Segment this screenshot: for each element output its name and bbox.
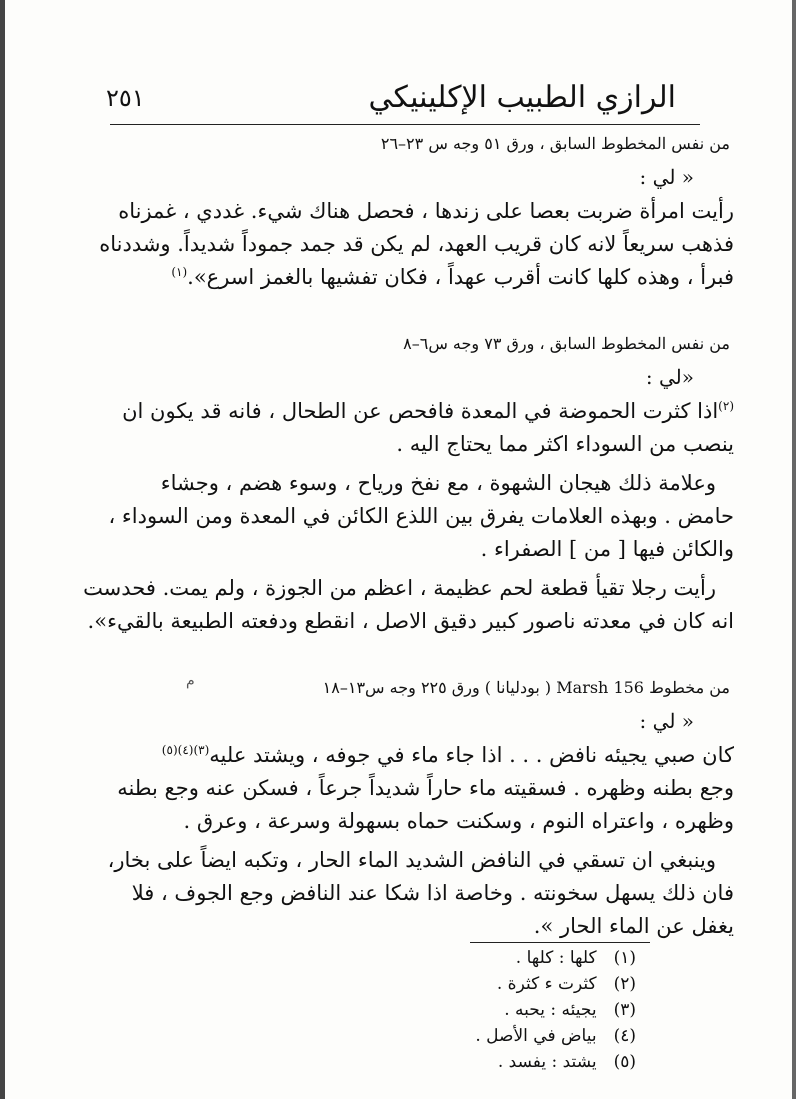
text-line: وجع بطنه وظهره . فسقيته ماء حاراً شديداً جرعاً ، فسكن عنه وجع بطنه (117, 776, 734, 800)
footnote-1 (396, 948, 636, 974)
text-line: رأيت رجلا تقيأ قطعة لحم عظيمة ، اعظم من الجوزة ، ولم يمت. فحدست (83, 576, 716, 600)
footnote-4 (396, 1026, 636, 1052)
footnote-number: (٣) (613, 1000, 636, 1020)
source-prefix: من مخطوط (649, 678, 730, 697)
paragraph-3-1 (64, 739, 734, 838)
footnote-number: (٥) (613, 1052, 636, 1072)
text-line (64, 395, 734, 428)
footnote-5 (396, 1052, 636, 1078)
speaker-label-1: « لي : (639, 165, 694, 189)
speaker-label-3: « لي : (639, 709, 694, 733)
footnote-2 (396, 974, 636, 1000)
footnote-marker: (١) (171, 265, 188, 279)
paragraph-2-3 (64, 572, 734, 638)
header-rule (110, 124, 700, 125)
paragraph-2-2 (64, 467, 734, 566)
source-citation-1: من نفس المخطوط السابق ، ورق ٥١ وجه س ٢٣–٢٦ (380, 134, 730, 153)
footnote-text: يجيئه : يحبه . (504, 1000, 597, 1020)
footnote-rule (470, 942, 650, 943)
footnote-number: (٢) (613, 974, 636, 994)
text-line-content: فبرأ ، وهذه كلها كانت أقرب عهداً ، فكان تفشيها بالغمز اسرع». (187, 265, 734, 289)
running-title: الرازي الطبيب الإكلينيكي (368, 80, 676, 115)
text-line: وعلامة ذلك هيجان الشهوة ، مع نفخ ورياح ، وسوء هضم ، وجشاء (160, 471, 716, 495)
text-line: وظهره ، واعتراه النوم ، وسكنت حماه بسهولة وسرعة ، وعرق . (183, 809, 734, 833)
text-line-content: كان صبي يجيئه نافض . . . اذا جاء ماء في جوفه ، ويشتد عليه (209, 743, 734, 767)
footnote-text: كثرت ء كثرة . (496, 974, 597, 994)
manuscript-shelfmark: Marsh 156 (556, 678, 644, 697)
footnote-marker: (٢) (718, 399, 734, 413)
footnote-number: (١) (613, 948, 636, 968)
text-line-content: اذا كثرت الحموضة في المعدة فافحص عن الطحال ، فانه قد يكون ان (122, 399, 719, 423)
page-header (100, 70, 706, 120)
source-citation-3 (64, 678, 734, 697)
source-citation-2: من نفس المخطوط السابق ، ورق ٧٣ وجه س٦–٨ (403, 334, 730, 353)
section-gap (64, 294, 734, 320)
footnote-number: (٤) (613, 1026, 636, 1046)
paragraph-3-2 (64, 844, 734, 943)
footnote-text: يشتد : يفسد . (497, 1052, 597, 1072)
speaker-label-2: «لي : (645, 365, 694, 389)
text-line: انه كان في معدته ناصور كبير دقيق الاصل ، انقطع ودفعته الطبيعة بالقيء». (87, 609, 734, 633)
paragraph-1-1 (64, 195, 734, 294)
footnote-3 (396, 1000, 636, 1026)
text-line: يغفل عن الماء الحار ». (533, 914, 734, 938)
text-line: فان ذلك يسهل سخونته . وخاصة اذا شكا عند النافض وجع الجوف ، فلا (131, 881, 734, 905)
footnote-marker: (٥) (161, 743, 178, 757)
text-line (64, 739, 734, 772)
margin-mark: م (186, 673, 195, 689)
page-number: ٢٥١ (106, 84, 145, 112)
text-line: والكائن فيها [ من ] الصفراء . (480, 537, 734, 561)
text-line: وينبغي ان تسقي في النافض الشديد الماء الحار ، وتكبه ايضاً على بخار، (107, 848, 716, 872)
footnote-text: كلها : كلها . (515, 948, 597, 968)
text-line: رأيت امرأة ضربت بعصا على زندها ، فحصل هناك شيء. غددي ، غمزناه (118, 199, 734, 223)
footnote-marker: (٣) (193, 743, 210, 757)
source-suffix: ( بودليانا ) ورق ٢٢٥ وجه س١٣–١٨ (322, 678, 552, 697)
paragraph-2-1 (64, 395, 734, 461)
text-line: فذهب سريعاً لانه كان قريب العهد، لم يكن قد جمد جموداً شديداً. وشددناه (99, 232, 734, 256)
footnotes (396, 948, 636, 1078)
text-line: ينصب من السوداء اكثر مما يحتاج اليه . (396, 432, 734, 456)
scan-border-left (0, 0, 5, 1099)
text-line: حامض . وبهذه العلامات يفرق بين اللذع الكائن في المعدة ومن السوداء ، (108, 504, 734, 528)
footnote-marker: (٤) (177, 743, 194, 757)
footnote-text: بياض في الأصل . (475, 1026, 597, 1046)
scan-border-right (792, 0, 796, 1099)
text-line (64, 261, 734, 294)
page-body (64, 128, 734, 943)
section-gap (64, 638, 734, 664)
